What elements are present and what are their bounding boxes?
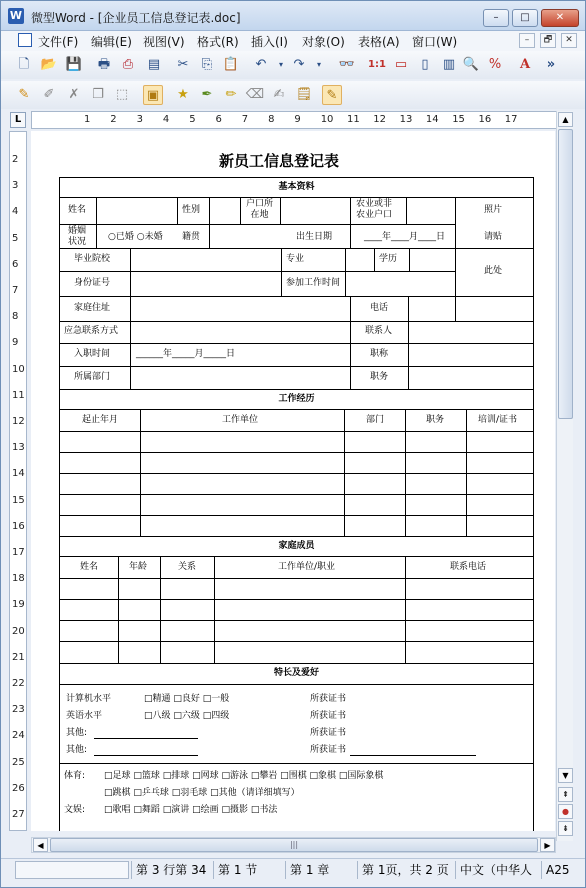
status-line: 第 3 行第 34	[131, 861, 209, 879]
other-1-line[interactable]	[94, 738, 198, 739]
mdi-close-button[interactable]: ✕	[561, 33, 577, 48]
h-ruler-number: 10	[320, 114, 334, 125]
v-ruler-number: 20	[12, 625, 25, 637]
standard-toolbar	[1, 51, 585, 79]
menu-file[interactable]: 文件(F)	[38, 35, 79, 49]
label-sports: 体育:	[64, 771, 86, 781]
drawing-toolbar	[1, 81, 585, 109]
label-title: 职称	[370, 349, 389, 359]
join-date-fill[interactable]: ______年_____月_____日	[136, 349, 236, 359]
label-name: 姓名	[68, 205, 87, 215]
section-family-header: 家庭成员	[278, 541, 315, 551]
label-address: 家庭住址	[74, 303, 111, 313]
edit-page-icon[interactable]: ✐	[43, 87, 55, 102]
menu-table[interactable]: 表格(A)	[358, 35, 400, 49]
col-age: 年龄	[129, 562, 148, 572]
menu-format[interactable]: 格式(R)	[197, 35, 239, 49]
v-ruler-number: 23	[12, 704, 25, 716]
star-tool-icon[interactable]: ★	[177, 87, 189, 102]
delete-page-icon[interactable]: ✗	[68, 87, 80, 102]
window-title: 微型Word - [企业员工信息登记表.doc]	[31, 11, 241, 25]
v-ruler-number: 12	[12, 416, 25, 427]
v-ruler-number: 13	[12, 442, 25, 454]
col-member-name: 姓名	[80, 562, 99, 572]
cut-icon[interactable]: ✂	[177, 57, 189, 72]
v-ruler-number: 24	[12, 730, 25, 742]
section-basic-info-header: 基本资料	[278, 182, 315, 192]
label-other-1: 其他:	[66, 728, 88, 738]
doc-icon[interactable]	[18, 33, 32, 47]
pen-tool-icon[interactable]: ✒	[201, 87, 213, 102]
section-skills-header: 特长及爱好	[273, 668, 319, 678]
label-contact-person: 联系人	[365, 326, 393, 336]
label-gender: 性别	[182, 205, 201, 215]
col-work-occupation: 工作单位/职业	[278, 562, 336, 572]
print-icon[interactable]: 🖶	[97, 57, 111, 72]
full-page-icon[interactable]: ▯	[421, 57, 429, 72]
prev-page-button[interactable]: ⇞	[558, 787, 573, 802]
menu-bar	[1, 31, 585, 51]
horizontal-scrollbar[interactable]	[31, 837, 556, 853]
marital-options[interactable]: ○已婚 ○未婚	[108, 232, 163, 242]
label-computer-level: 计算机水平	[66, 694, 112, 704]
sports-options-row1[interactable]: □足球 □篮球 □排球 □网球 □游泳 □攀岩 □围棋 □象棋 □国际象棋	[104, 771, 384, 781]
new-doc-icon[interactable]: 🗋	[18, 57, 30, 72]
label-hukou-type: 农业或非 农业户口	[356, 199, 393, 220]
label-computer-cert: 所获证书	[310, 694, 347, 704]
label-emergency-contact: 应急联系方式	[64, 326, 119, 336]
v-ruler-number: 14	[12, 468, 25, 480]
undo-icon[interactable]: ↶	[255, 57, 267, 72]
h-ruler-number: 3	[136, 114, 143, 125]
v-ruler-number: 3	[12, 180, 19, 192]
pdf-icon[interactable]: ⎙	[122, 57, 134, 72]
label-id-number: 身份证号	[74, 278, 111, 288]
format-tool-icon[interactable]: ✎	[322, 85, 342, 105]
arts-options[interactable]: □歌唱 □舞蹈 □演讲 □绘画 □摄影 □书法	[104, 805, 278, 815]
h-ruler-number: 2	[110, 114, 117, 125]
find-binoculars-icon[interactable]: 👓	[338, 57, 356, 72]
page-width-icon[interactable]: ▭	[394, 57, 408, 72]
h-ruler-number: 5	[189, 114, 196, 125]
print-preview-icon[interactable]: ▤	[147, 57, 161, 72]
col-relation: 关系	[178, 562, 197, 572]
menu-object[interactable]: 对象(O)	[302, 35, 345, 49]
redo-dropdown-icon[interactable]: ▾	[316, 60, 321, 69]
h-ruler-number: 7	[241, 114, 249, 125]
v-ruler-number: 18	[12, 573, 25, 585]
eraser-tool-icon[interactable]: ⌫	[245, 87, 265, 102]
scroll-thumb[interactable]	[558, 129, 573, 419]
v-ruler-number: 22	[12, 678, 25, 689]
v-ruler-number: 17	[12, 547, 25, 558]
h-ruler-number: 4	[162, 114, 170, 125]
document-title: 新员工信息登记表	[218, 152, 339, 170]
label-other-cert-1: 所获证书	[310, 728, 347, 738]
font-color-icon[interactable]: A	[519, 57, 531, 72]
sports-options-row2[interactable]: □跳棋 □乒乓球 □羽毛球 □其他（请详细填写）	[104, 788, 300, 798]
label-position: 职务	[370, 372, 389, 382]
status-language: 中文（中华人	[455, 861, 537, 879]
note-tool-icon[interactable]: 🗒	[295, 87, 313, 102]
h-ruler-number: 16	[478, 114, 492, 125]
zoom-percent-icon[interactable]: %	[488, 57, 502, 72]
v-ruler-number: 6	[12, 258, 19, 270]
h-ruler-number: 11	[347, 114, 360, 125]
close-button[interactable]: ✕	[541, 9, 579, 27]
h-ruler-number: 12	[373, 114, 387, 125]
english-level-options[interactable]: □八级 □六级 □四级	[144, 711, 230, 721]
photo-label-2: 请贴	[484, 232, 503, 242]
scroll-down-button[interactable]: ▼	[558, 768, 573, 783]
photo-label-1: 照片	[484, 205, 503, 215]
col-period: 起止年月	[82, 415, 119, 425]
title-bar	[1, 1, 585, 31]
v-ruler-number: 11	[12, 389, 25, 401]
photo-label-3: 此处	[484, 266, 503, 276]
copy-icon[interactable]: ⎘	[201, 57, 213, 72]
scroll-up-button[interactable]: ▲	[558, 112, 573, 127]
h-ruler-number: 8	[268, 114, 275, 125]
birth-date-fill[interactable]: ____年____月____日	[364, 232, 446, 242]
scroll-left-button[interactable]: ◀	[33, 838, 48, 852]
tab-stop-selector[interactable]: L	[10, 112, 26, 128]
h-ruler-number: 1	[84, 114, 91, 125]
browse-object-button[interactable]: ●	[558, 804, 573, 819]
undo-dropdown-icon[interactable]: ▾	[278, 60, 283, 69]
label-english-cert: 所获证书	[310, 711, 347, 721]
label-marital-status: 婚姻 状况	[68, 226, 87, 247]
label-english-level: 英语水平	[66, 711, 103, 721]
registration-form-table	[59, 177, 534, 831]
label-join-date: 入职时间	[74, 349, 111, 359]
h-ruler-number: 6	[215, 114, 222, 125]
status-page: 第 1页，共 2 页	[357, 861, 453, 879]
status-chapter: 第 1 章	[285, 861, 355, 879]
h-ruler-number: 17	[504, 114, 518, 125]
hscroll-thumb[interactable]: |||	[50, 838, 538, 852]
label-native-place: 籍贯	[182, 232, 201, 242]
pencil-tool-icon[interactable]: ✏	[225, 87, 237, 102]
col-contact-phone: 联系电话	[450, 562, 487, 572]
selected-mode-icon[interactable]: ▣	[143, 85, 163, 105]
status-bar	[1, 858, 585, 880]
v-ruler-number: 19	[12, 599, 25, 611]
mdi-minimize-button[interactable]: –	[519, 33, 535, 48]
mdi-restore-button[interactable]: 🗗	[540, 33, 556, 48]
v-ruler-number: 21	[12, 651, 25, 663]
label-work-start: 参加工作时间	[286, 278, 341, 288]
h-ruler-number: 9	[294, 114, 301, 125]
label-arts: 文娱:	[64, 805, 86, 815]
save-icon[interactable]: 💾	[65, 57, 83, 72]
cert-line[interactable]	[350, 755, 476, 756]
open-folder-icon[interactable]: 📂	[40, 57, 58, 72]
menu-window[interactable]: 窗口(W)	[412, 35, 458, 49]
v-ruler-number: 15	[12, 494, 25, 506]
scroll-right-button[interactable]: ▶	[540, 838, 555, 852]
v-ruler-number: 25	[12, 756, 25, 768]
computer-level-options[interactable]: □精通 □良好 □一般	[144, 694, 230, 704]
v-ruler-number: 16	[12, 520, 25, 532]
other-2-line[interactable]	[94, 755, 198, 756]
minimize-button[interactable]: –	[483, 9, 509, 27]
v-ruler-number: 27	[12, 809, 25, 820]
h-ruler-number: 14	[425, 114, 439, 125]
v-ruler-number: 10	[12, 363, 25, 375]
brush-tool-icon[interactable]: ✍	[273, 87, 285, 102]
v-ruler-number: 26	[12, 782, 25, 794]
col-department: 部门	[366, 415, 385, 425]
document-canvas[interactable]	[31, 131, 555, 831]
paste-icon[interactable]: 📋	[222, 57, 240, 72]
vertical-ruler[interactable]	[9, 131, 27, 831]
magnify-icon[interactable]: 🔍	[462, 57, 480, 72]
redo-icon[interactable]: ↷	[293, 57, 305, 72]
menu-edit[interactable]: 编辑(E)	[91, 35, 132, 49]
toolbar-overflow-icon[interactable]: »	[546, 57, 556, 72]
next-page-button[interactable]: ⇟	[558, 821, 573, 836]
v-ruler-number: 8	[12, 311, 19, 323]
maximize-button[interactable]: □	[512, 9, 538, 27]
word-app-icon[interactable]: W	[9, 9, 23, 22]
move-page-icon[interactable]: ⬚	[115, 87, 129, 102]
copy-page-icon[interactable]: ❐	[92, 87, 104, 102]
two-pages-icon[interactable]: ▥	[442, 57, 456, 72]
col-position: 职务	[426, 415, 445, 425]
section-work-history-header: 工作经历	[278, 394, 315, 404]
h-ruler-number: 13	[399, 114, 413, 125]
v-ruler-number: 7	[12, 285, 19, 296]
v-ruler-number: 5	[12, 232, 19, 244]
vertical-scrollbar[interactable]	[556, 111, 573, 841]
status-zoom: A25	[541, 861, 583, 879]
label-department: 所属部门	[74, 372, 111, 382]
h-ruler-number: 15	[452, 114, 465, 125]
col-employer: 工作单位	[222, 415, 259, 425]
col-training: 培训/证书	[478, 415, 518, 425]
label-major: 专业	[286, 254, 305, 264]
menu-view[interactable]: 视图(V)	[143, 35, 185, 49]
label-other-cert-2: 所获证书	[310, 745, 347, 755]
v-ruler-number: 9	[12, 337, 19, 349]
v-ruler-number: 4	[12, 206, 19, 218]
menu-insert[interactable]: 插入(I)	[251, 35, 288, 49]
actual-size-icon[interactable]: 1:1	[368, 59, 386, 70]
insert-page-icon[interactable]: ✎	[18, 87, 30, 102]
label-birth-date: 出生日期	[296, 232, 333, 242]
status-section: 第 1 节	[213, 861, 281, 879]
label-school: 毕业院校	[74, 254, 111, 264]
status-message	[15, 861, 129, 879]
label-other-2: 其他:	[66, 745, 88, 755]
label-phone: 电话	[370, 303, 389, 313]
label-degree: 学历	[379, 254, 398, 264]
v-ruler-number: 2	[12, 154, 19, 165]
horizontal-ruler[interactable]	[31, 111, 557, 129]
label-hukou-location: 户口所 在地	[246, 199, 274, 220]
